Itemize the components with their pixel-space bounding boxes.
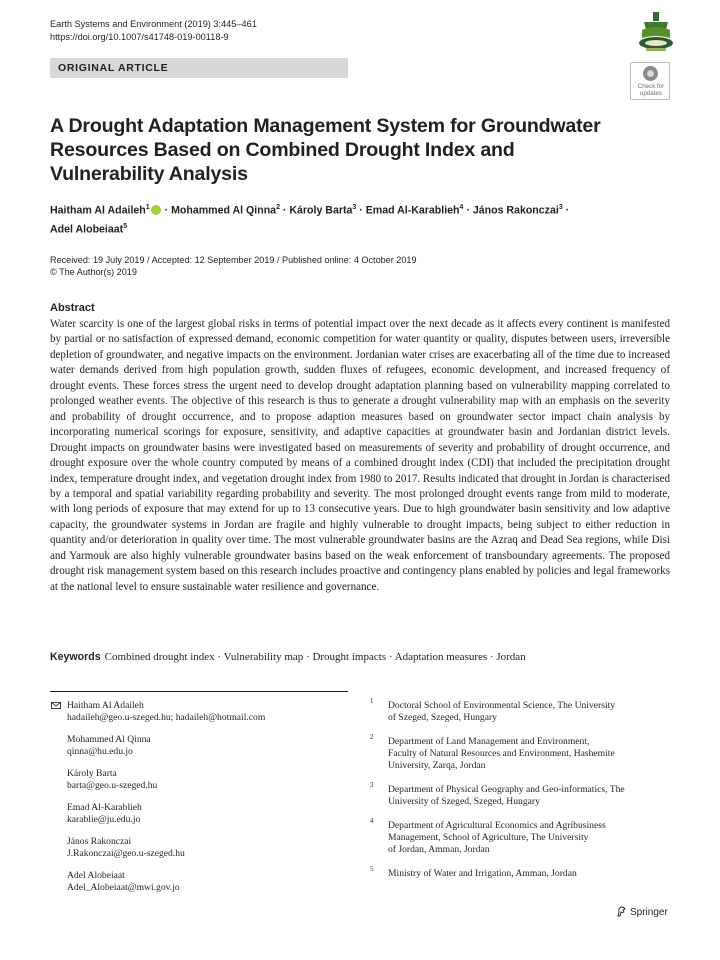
- affiliation-line: of Szeged, Szeged, Hungary: [388, 712, 497, 723]
- keywords: [50, 650, 670, 664]
- check-updates-label-1: Check for: [637, 83, 665, 90]
- contact-email[interactable]: karablie@ju.edu.jo: [67, 814, 141, 825]
- contact-name: Haitham Al Adaileh: [67, 700, 144, 711]
- affiliation-number: 5: [370, 866, 374, 873]
- affiliation-line: Faculty of Natural Resources and Environment, Hashemite: [388, 748, 615, 759]
- contact-name: Adel Alobeiaat: [67, 870, 125, 881]
- mail-icon: [51, 702, 61, 709]
- affiliation-entry: [369, 820, 669, 856]
- author-affiliation-mark: 4: [459, 204, 464, 211]
- publisher-name: Springer: [630, 907, 668, 918]
- author-separator: ·: [161, 204, 172, 217]
- author-name[interactable]: Emad Al-Karablieh: [365, 204, 460, 217]
- check-for-updates-button[interactable]: [630, 62, 670, 100]
- paper-title: A Drought Adaptation Management System for Groundwater Resources Based on Combined Drought Index and Vulnerability Analysis: [50, 115, 601, 185]
- copyright: © The Author(s) 2019: [50, 267, 137, 277]
- author-name[interactable]: János Rakonczai: [472, 204, 559, 217]
- affiliation-number: 4: [370, 818, 374, 825]
- affiliation-entry: [369, 868, 669, 880]
- check-updates-label-2: updates: [639, 90, 663, 97]
- author-separator: ·: [356, 204, 366, 217]
- affiliation-number: 2: [370, 734, 374, 741]
- affiliation-entry: [369, 700, 669, 724]
- contact-name: János Rakonczai: [67, 836, 132, 847]
- springer-horse-icon: [616, 906, 627, 917]
- affiliation-line: University, Zarqa, Jordan: [388, 760, 486, 771]
- contact-email[interactable]: Adel_Alobeiaat@mwi.gov.jo: [67, 882, 180, 893]
- author-affiliation-mark: 3: [352, 204, 357, 211]
- affiliation-number: 1: [370, 698, 374, 705]
- contact-entry: [50, 700, 350, 724]
- contact-email[interactable]: qinna@hu.edu.jo: [67, 746, 133, 757]
- contact-entry: [50, 734, 350, 758]
- doi-link[interactable]: https://doi.org/10.1007/s41748-019-00118-9: [50, 32, 229, 42]
- crossmark-icon: [643, 66, 658, 81]
- contact-email[interactable]: barta@geo.u-szeged.hu: [67, 780, 158, 791]
- author-list: [50, 200, 650, 237]
- author-name[interactable]: Károly Barta: [289, 204, 353, 217]
- contact-entry: [50, 870, 350, 894]
- affiliation-line: University of Szeged, Szeged, Hungary: [388, 796, 540, 807]
- affiliation-entry: [369, 784, 669, 808]
- author-affiliation-mark: 3: [558, 204, 563, 211]
- footnote-divider: [50, 691, 348, 692]
- author-separator: ·: [562, 204, 570, 217]
- affiliation-line: Ministry of Water and Irrigation, Amman, Jordan: [388, 868, 577, 879]
- keywords-text: Combined drought index · Vulnerability map · Drought impacts · Adaptation measures · Jordan: [104, 651, 526, 663]
- affiliation-number: 3: [370, 782, 374, 789]
- contact-name: Emad Al-Karablieh: [67, 802, 142, 813]
- article-type: ORIGINAL ARTICLE: [58, 62, 169, 74]
- publication-dates: Received: 19 July 2019 / Accepted: 12 September 2019 / Published online: 4 October 2019: [50, 255, 417, 265]
- contact-entry: [50, 802, 350, 826]
- affiliation-entry: [369, 736, 669, 772]
- orcid-icon[interactable]: [151, 205, 161, 215]
- contact-email[interactable]: hadaileh@geo.u-szeged.hu; hadaileh@hotmail.com: [67, 712, 266, 723]
- keywords-label: Keywords: [50, 651, 101, 663]
- contact-entry: [50, 768, 350, 792]
- contact-entry: [50, 836, 350, 860]
- author-name[interactable]: Haitham Al Adaileh: [50, 204, 146, 217]
- author-separator: ·: [463, 204, 473, 217]
- author-contacts: [50, 700, 350, 904]
- author-separator: ·: [279, 204, 290, 217]
- author-name[interactable]: Mohammed Al Qinna: [171, 204, 277, 217]
- affiliation-line: Doctoral School of Environmental Science, The University: [388, 700, 616, 711]
- abstract-text: Water scarcity is one of the largest global risks in terms of potential impact over the next decade as it affects every continent is manifested by partial or no satisfaction of expressed demand, economic competition for water quantity or quality, disputes between users, irreversible depletion of groundwater, and negative impacts on the environment. Jordanian water crises are exacerbating all of the time due to increased water demands derived from high population growth, sudden fluxes of refugees, economic development, and increased frequency of drought events. These forces stress the urgent need to develop drought adaptation planning based on vulnerability mapping correlated to prolonged weather events. The objective of this research is thus to generate a drought vulnerability map with an emphasis on the severity and probability of drought occurrence, and to propose adaption measures based on groundwater sector impact chain analysis by incorporating numerical scorings for exposure, sensitivity, and adaptive capacities at groundwater basin and Jordanian district levels. Drought impacts on groundwater basins were investigated based on measurements of severity and probability of drought occurrence, and drought exposure over the whole country computed by means of a combined drought index (CDI) that included the precipitation drought index, temperature drought index, and vegetation drought index from 1980 to 2017. Results indicated that drought in Jordan is characterised by a temporal and spatial variability regarding probability and severity. The most prolonged drought events range from mild to moderate, with long periods of exposure that may extend for up to 13 consecutive years. Due to high groundwater basin sensitivity and low adaptive capacity, the groundwater systems in Jordan are fragile and highly vulnerable to drought impacts, being subject to either reduction in quantity and/or deterioration in quality over time. The most vulnerable groundwater basins are the Azraq and Dead Sea regions, while Disi and Yarmouk are also highly vulnerable groundwater basins based on the weak enforcement of transboundary agreements. The proposed drought risk management system based on this research includes proactive and contingency plans enabled by policies and legal frameworks at the national level to ensure sustainable water resilience and governance.: [50, 318, 670, 593]
- author-affiliation-mark: 5: [123, 222, 128, 230]
- author-affiliation-mark: 2: [276, 204, 280, 211]
- affiliation-line: of Jordan, Amman, Jordan: [388, 844, 490, 855]
- journal-citation: Earth Systems and Environment (2019) 3:445–461: [50, 19, 257, 29]
- affiliation-line: Management, School of Agriculture, The University: [388, 832, 589, 843]
- affiliation-line: Department of Land Management and Environment,: [388, 736, 590, 747]
- author-name[interactable]: Adel Alobeiaat: [50, 223, 124, 236]
- affiliation-line: Department of Agricultural Economics and Agribusiness: [388, 820, 606, 831]
- contact-name: Károly Barta: [67, 768, 117, 779]
- abstract-heading: Abstract: [50, 302, 95, 314]
- affiliations: [369, 700, 669, 892]
- publisher-logo: [616, 906, 668, 918]
- contact-email[interactable]: J.Rakonczai@geo.u-szeged.hu: [67, 848, 185, 859]
- author-line-2: [50, 219, 650, 238]
- society-logo: [636, 10, 676, 52]
- contact-name: Mohammed Al Qinna: [67, 734, 151, 745]
- author-affiliation-mark: 1: [145, 204, 150, 211]
- affiliation-line: Department of Physical Geography and Geo-informatics, The: [388, 784, 625, 795]
- author-line-1: [50, 200, 650, 219]
